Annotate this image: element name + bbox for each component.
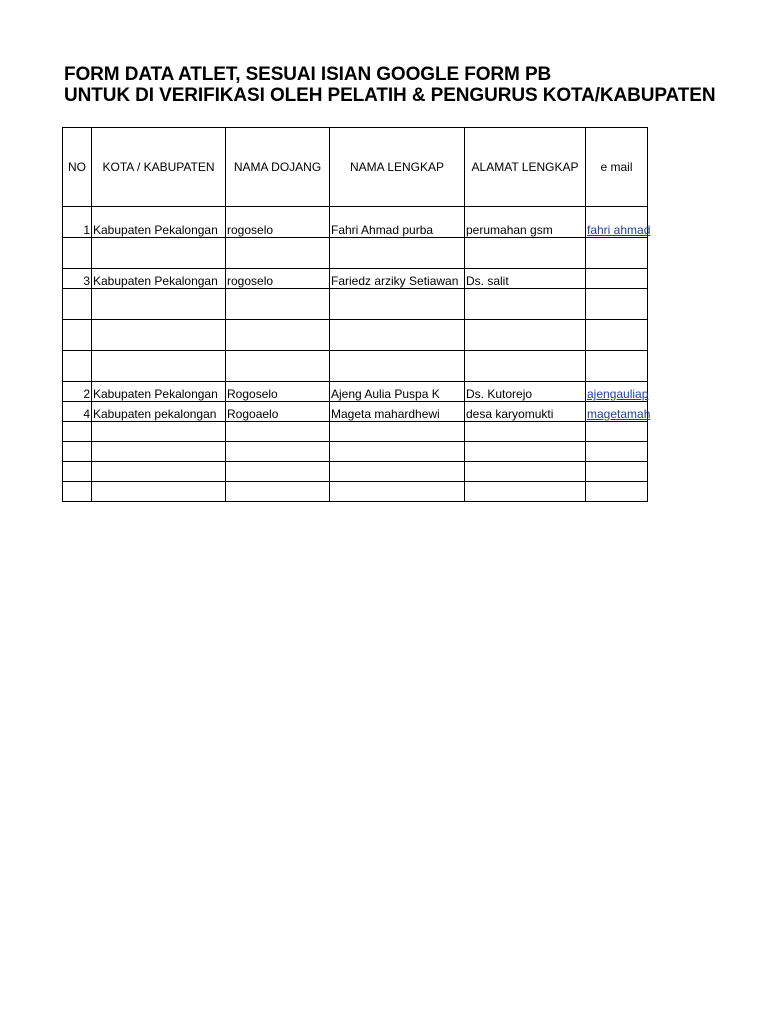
cell-dojang[interactable]: rogoselo: [226, 207, 330, 238]
cell-nama[interactable]: [330, 482, 465, 502]
table-row: [63, 289, 648, 320]
cell-email-link[interactable]: magetamah: [586, 402, 648, 422]
table-row: [63, 442, 648, 462]
cell-nama[interactable]: [330, 238, 465, 269]
cell-no[interactable]: [63, 289, 92, 320]
cell-dojang[interactable]: [226, 442, 330, 462]
cell-dojang[interactable]: [226, 351, 330, 382]
cell-no[interactable]: 1: [63, 207, 92, 238]
cell-kota[interactable]: Kabupaten Pekalongan: [92, 382, 226, 402]
cell-email[interactable]: [586, 482, 648, 502]
cell-alamat[interactable]: Ds. Kutorejo: [465, 382, 586, 402]
cell-kota[interactable]: [92, 238, 226, 269]
table-row: [63, 351, 648, 382]
cell-alamat[interactable]: [465, 289, 586, 320]
cell-email[interactable]: [586, 462, 648, 482]
athlete-table: [62, 127, 651, 502]
cell-dojang[interactable]: [226, 238, 330, 269]
cell-nama[interactable]: [330, 320, 465, 351]
cell-dojang[interactable]: [226, 422, 330, 442]
title-line-1: FORM DATA ATLET, SESUAI ISIAN GOOGLE FORM PB: [64, 64, 552, 85]
cell-dojang[interactable]: rogoselo: [226, 269, 330, 289]
cell-dojang[interactable]: [226, 289, 330, 320]
cell-nama[interactable]: Fahri Ahmad purba: [330, 207, 465, 238]
cell-nama[interactable]: [330, 351, 465, 382]
table-row: [63, 238, 648, 269]
cell-dojang[interactable]: Rogoselo: [226, 382, 330, 402]
cell-kota[interactable]: Kabupaten Pekalongan: [92, 269, 226, 289]
cell-kota[interactable]: [92, 351, 226, 382]
table-row: [63, 382, 648, 402]
table-row: [63, 462, 648, 482]
cell-dojang[interactable]: [226, 320, 330, 351]
cell-kota[interactable]: Kabupaten Pekalongan: [92, 207, 226, 238]
table-row: [63, 269, 648, 289]
cell-alamat[interactable]: [465, 422, 586, 442]
header-no[interactable]: NO: [63, 128, 92, 207]
cell-email[interactable]: [586, 238, 648, 269]
cell-email[interactable]: [586, 422, 648, 442]
cell-email-link[interactable]: ajengauliap: [586, 382, 648, 402]
cell-alamat[interactable]: [465, 238, 586, 269]
form-title: [64, 64, 716, 106]
table-row: [63, 482, 648, 502]
table-row: [63, 207, 648, 238]
title-line-2: UNTUK DI VERIFIKASI OLEH PELATIH & PENGURUS KOTA/KABUPATEN: [64, 85, 716, 106]
cell-alamat[interactable]: desa karyomukti: [465, 402, 586, 422]
cell-no[interactable]: [63, 462, 92, 482]
cell-nama[interactable]: [330, 442, 465, 462]
cell-alamat[interactable]: Ds. salit: [465, 269, 586, 289]
cell-no[interactable]: 3: [63, 269, 92, 289]
cell-email-link[interactable]: fahri ahmad: [586, 207, 648, 238]
cell-nama[interactable]: Ajeng Aulia Puspa K: [330, 382, 465, 402]
cell-nama[interactable]: [330, 289, 465, 320]
table-row: [63, 402, 648, 422]
cell-kota[interactable]: [92, 320, 226, 351]
cell-dojang[interactable]: [226, 482, 330, 502]
cell-dojang[interactable]: Rogoaelo: [226, 402, 330, 422]
header-kota[interactable]: KOTA / KABUPATEN: [92, 128, 226, 207]
cell-nama[interactable]: [330, 422, 465, 442]
cell-email[interactable]: [586, 289, 648, 320]
header-dojang[interactable]: NAMA DOJANG: [226, 128, 330, 207]
cell-kota[interactable]: Kabupaten pekalongan: [92, 402, 226, 422]
cell-alamat[interactable]: perumahan gsm: [465, 207, 586, 238]
cell-alamat[interactable]: [465, 442, 586, 462]
cell-no[interactable]: [63, 442, 92, 462]
cell-alamat[interactable]: [465, 320, 586, 351]
cell-kota[interactable]: [92, 422, 226, 442]
cell-kota[interactable]: [92, 442, 226, 462]
header-email[interactable]: e mail: [586, 128, 648, 207]
header-alamat[interactable]: ALAMAT LENGKAP: [465, 128, 586, 207]
cell-kota[interactable]: [92, 482, 226, 502]
cell-no[interactable]: [63, 351, 92, 382]
cell-no[interactable]: [63, 238, 92, 269]
cell-alamat[interactable]: [465, 351, 586, 382]
cell-alamat[interactable]: [465, 462, 586, 482]
table-row: [63, 320, 648, 351]
cell-dojang[interactable]: [226, 462, 330, 482]
cell-email[interactable]: [586, 269, 648, 289]
table-row: [63, 422, 648, 442]
cell-email[interactable]: [586, 351, 648, 382]
cell-no[interactable]: [63, 482, 92, 502]
cell-email[interactable]: [586, 442, 648, 462]
cell-no[interactable]: 2: [63, 382, 92, 402]
cell-nama[interactable]: Mageta mahardhewi: [330, 402, 465, 422]
cell-kota[interactable]: [92, 289, 226, 320]
cell-nama[interactable]: [330, 462, 465, 482]
header-row: [63, 128, 648, 207]
cell-email[interactable]: [586, 320, 648, 351]
cell-no[interactable]: [63, 320, 92, 351]
cell-no[interactable]: [63, 422, 92, 442]
cell-kota[interactable]: [92, 462, 226, 482]
cell-no[interactable]: 4: [63, 402, 92, 422]
header-nama[interactable]: NAMA LENGKAP: [330, 128, 465, 207]
athlete-table-container: [62, 127, 651, 502]
cell-nama[interactable]: Fariedz arziky Setiawan: [330, 269, 465, 289]
cell-alamat[interactable]: [465, 482, 586, 502]
